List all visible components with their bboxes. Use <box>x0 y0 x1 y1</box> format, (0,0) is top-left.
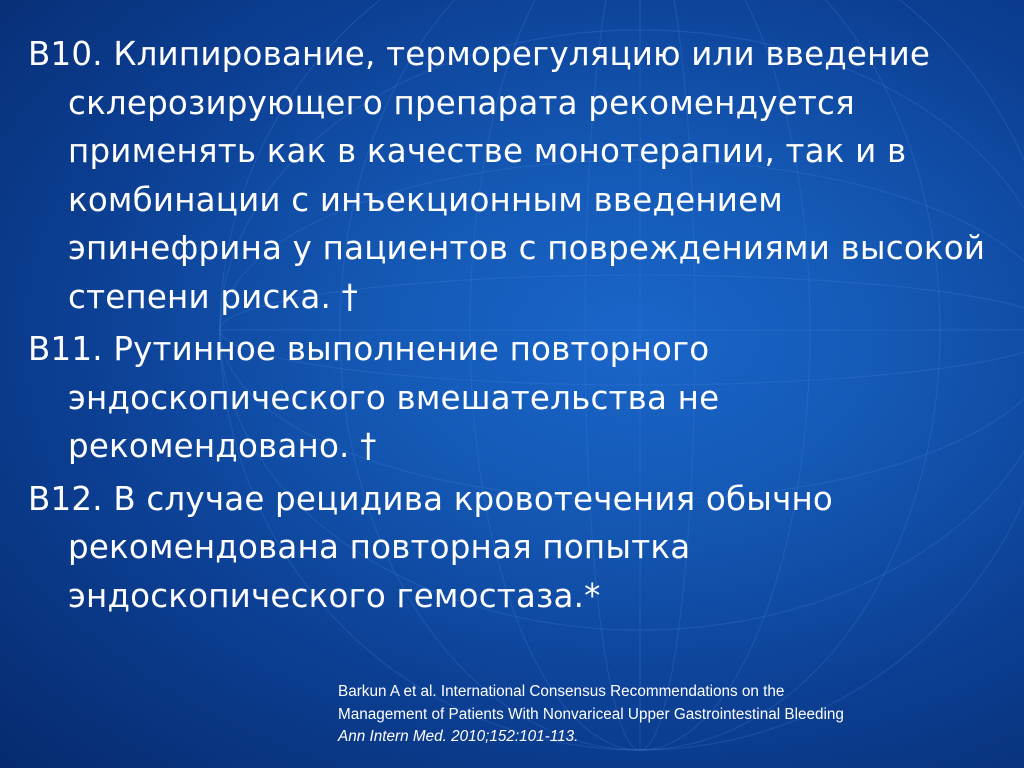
recommendation-b12: B12. В случае рецидива кровотечения обычно рекомендована повторная попытка эндоскопического гемостаза.* <box>28 479 833 615</box>
recommendations-list <box>28 30 1003 624</box>
citation-title-continued: Management of Patients With Nonvariceal Upper Gastrointestinal Bleeding <box>338 705 844 723</box>
recommendation-b10: B10. Клипирование, терморегуляцию или введение склерозирующего препарата рекомендуется применять как в качестве монотерапии, так и в комбинации с инъекционным введением эпинефрина у пациентов с повреждениями высокой степени риска. † <box>28 35 986 316</box>
recommendation-b11: B11. Рутинное выполнение повторного эндоскопического вмешательства не рекомендовано. † <box>28 330 720 465</box>
citation-journal: Ann Intern Med. 2010;152:101-113. <box>338 728 579 745</box>
citation <box>338 681 1008 749</box>
citation-authors-title: Barkun A et al. International Consensus Recommendations on the <box>338 683 785 700</box>
